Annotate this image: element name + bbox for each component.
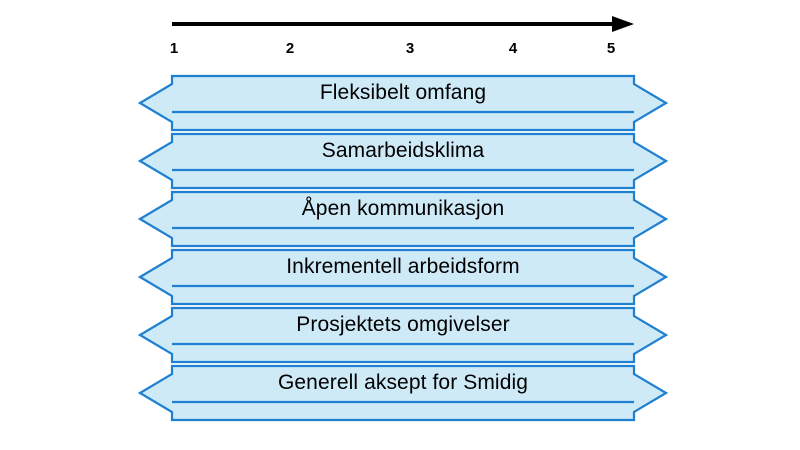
axis-arrow-icon [168,14,638,40]
axis-tick-4: 4 [508,40,518,57]
factor-label: Prosjektets omgivelser [296,313,510,336]
factor-bar [138,306,668,364]
factor-label: Generell aksept for Smidig [277,371,529,394]
factor-bar [138,190,668,248]
axis-tick-3: 3 [405,40,415,57]
factor-label: Åpen kommunikasjon [301,197,505,220]
factor-label: Samarbeidsklima [321,139,485,162]
axis-tick-1: 1 [169,40,179,57]
axis-tick-labels [168,40,638,62]
factor-bars [0,74,800,450]
factor-bar [138,248,668,306]
axis-tick-5: 5 [606,40,616,57]
factor-bar [138,364,668,422]
factor-label: Fleksibelt omfang [319,81,487,104]
factor-bar [138,132,668,190]
scale-axis [168,14,638,64]
factor-bar [138,74,668,132]
axis-tick-2: 2 [285,40,295,57]
factor-label: Inkrementell arbeidsform [286,255,520,278]
